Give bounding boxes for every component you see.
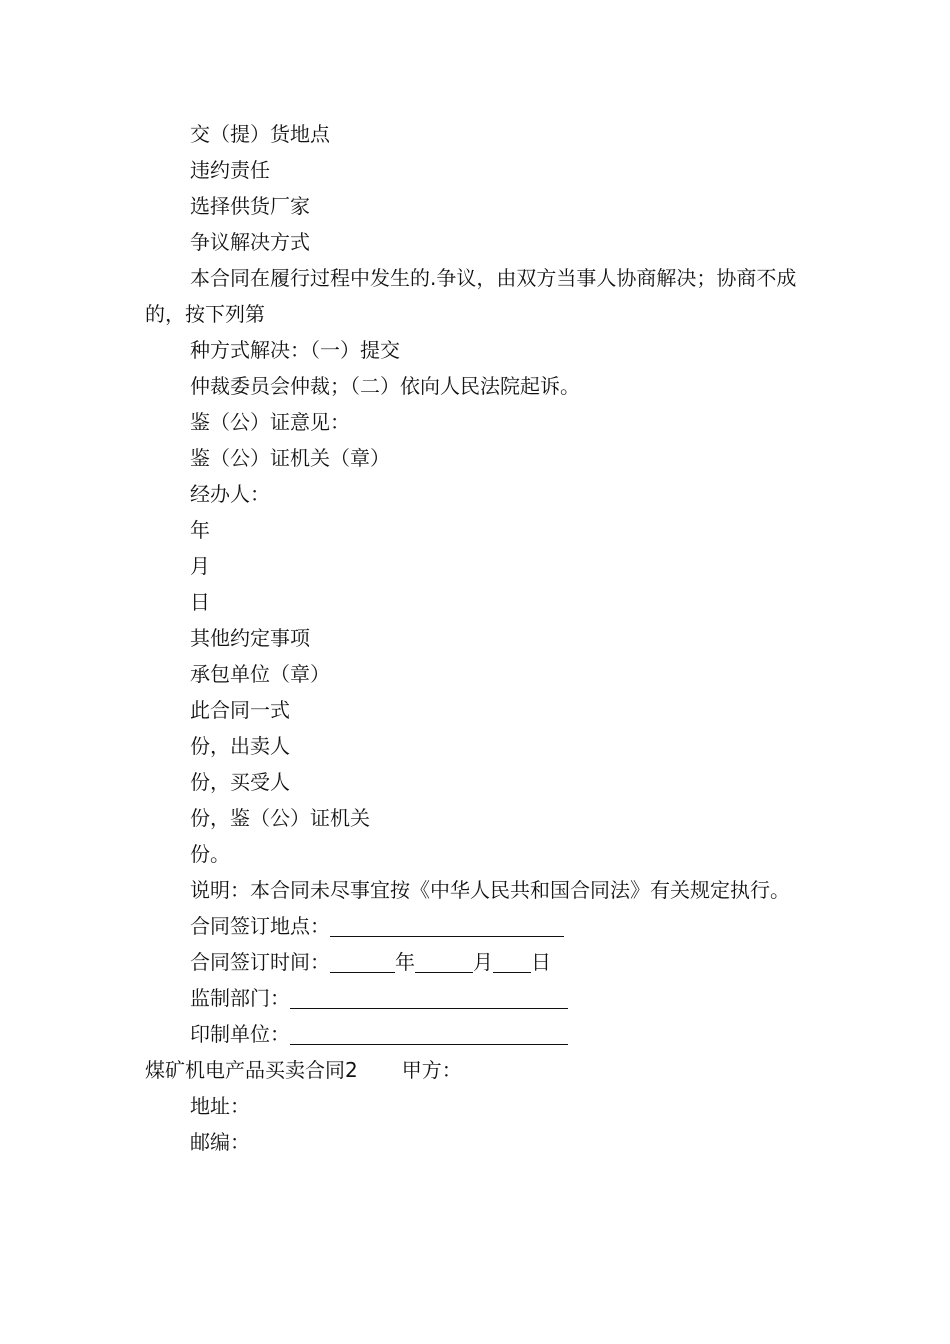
buyer-copies-line: 份，买受人 xyxy=(190,770,290,794)
supervisor-label: 监制部门： xyxy=(190,986,290,1010)
contractor-seal-label: 承包单位（章） xyxy=(190,662,330,686)
arbitration-line: 仲裁委员会仲裁；（二）依向人民法院起诉。 xyxy=(190,374,580,398)
sign-month-blank[interactable] xyxy=(415,948,473,973)
notary-copies-line: 份，鉴（公）证机关 xyxy=(190,806,370,830)
day-label: 日 xyxy=(190,590,210,614)
next-contract-title-row xyxy=(145,1052,815,1088)
year-label: 年 xyxy=(190,518,210,542)
supervisor-row xyxy=(145,980,815,1016)
note-paragraph: 说明：本合同未尽事宜按《中华人民共和国合同法》有关规定执行。 xyxy=(190,878,790,902)
postcode-label: 邮编： xyxy=(190,1130,250,1154)
sign-place-label: 合同签订地点： xyxy=(190,914,330,938)
copies-end-line: 份。 xyxy=(190,842,230,866)
seller-copies-line: 份，出卖人 xyxy=(190,734,290,758)
dispute-paragraph: 本合同在履行过程中发生的.争议，由双方当事人协商解决；协商不成的，按下列第 xyxy=(145,266,797,326)
sign-month-char: 月 xyxy=(473,950,493,974)
sign-time-label: 合同签订时间： xyxy=(190,950,330,974)
party-a-label: 甲方： xyxy=(401,1058,462,1082)
notary-office-seal-label: 鉴（公）证机关（章） xyxy=(190,446,390,470)
supplier-choice-heading: 选择供货厂家 xyxy=(190,194,310,218)
printer-blank[interactable] xyxy=(290,1020,568,1045)
sign-day-blank[interactable] xyxy=(493,948,531,973)
copies-line: 此合同一式 xyxy=(190,698,290,722)
next-contract-title: 煤矿机电产品买卖合同2 xyxy=(145,1058,358,1082)
resolution-method-line: 种方式解决：（一）提交 xyxy=(190,338,400,362)
document-body xyxy=(145,116,815,1160)
dispute-resolution-heading: 争议解决方式 xyxy=(190,230,310,254)
sign-place-blank[interactable] xyxy=(330,912,564,937)
handler-label: 经办人： xyxy=(190,482,270,506)
breach-liability-heading: 违约责任 xyxy=(190,158,270,182)
supervisor-blank[interactable] xyxy=(290,984,568,1009)
sign-place-row xyxy=(145,908,815,944)
printer-label: 印制单位： xyxy=(190,1022,290,1046)
other-terms-heading: 其他约定事项 xyxy=(190,626,310,650)
sign-time-row xyxy=(145,944,815,980)
delivery-place-heading: 交（提）货地点 xyxy=(190,122,330,146)
sign-year-blank[interactable] xyxy=(330,948,395,973)
notary-opinion-label: 鉴（公）证意见： xyxy=(190,410,350,434)
printer-row xyxy=(145,1016,815,1052)
sign-year-char: 年 xyxy=(395,950,415,974)
sign-day-char: 日 xyxy=(531,950,551,974)
month-label: 月 xyxy=(190,554,210,578)
address-label: 地址： xyxy=(190,1094,250,1118)
